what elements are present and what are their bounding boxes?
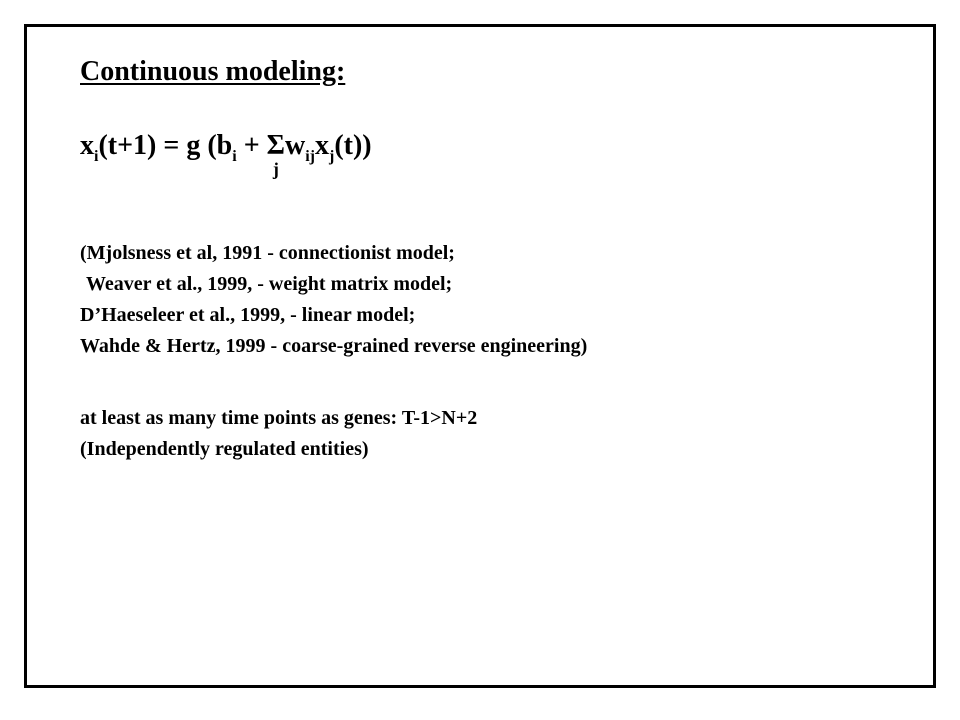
reference-line: (Mjolsness et al, 1991 - connectionist model; <box>80 242 455 264</box>
reference-line: Weaver et al., 1999, - weight matrix model; <box>86 273 453 295</box>
formula-sum <box>266 130 285 179</box>
formula-x2-subscript: j <box>328 148 335 165</box>
sum-index: j <box>272 159 279 179</box>
model-formula <box>80 130 372 179</box>
reference-line: D’Haeseleer et al., 1999, - linear model; <box>80 304 416 326</box>
formula-tail: (t)) <box>334 130 372 161</box>
slide-heading: Continuous modeling: <box>80 56 346 87</box>
formula-x-subscript: i <box>94 148 99 165</box>
formula-w: w <box>284 130 306 161</box>
references-list <box>80 238 587 362</box>
requirement-note <box>80 403 477 465</box>
formula-b-subscript: i <box>232 148 237 165</box>
note-line: at least as many time points as genes: T-1>N+2 <box>80 407 478 429</box>
formula-x2: x <box>314 130 329 161</box>
reference-line: Wahde & Hertz, 1999 - coarse-grained reverse engineering) <box>80 335 588 357</box>
note-line: (Independently regulated entities) <box>80 438 369 460</box>
formula-lhs: (t+1) = g (b <box>98 130 233 161</box>
formula-w-subscript: ij <box>305 148 315 165</box>
formula-x: x <box>80 130 94 161</box>
sigma-symbol: Σ <box>266 130 285 161</box>
formula-plus: + <box>236 130 267 161</box>
